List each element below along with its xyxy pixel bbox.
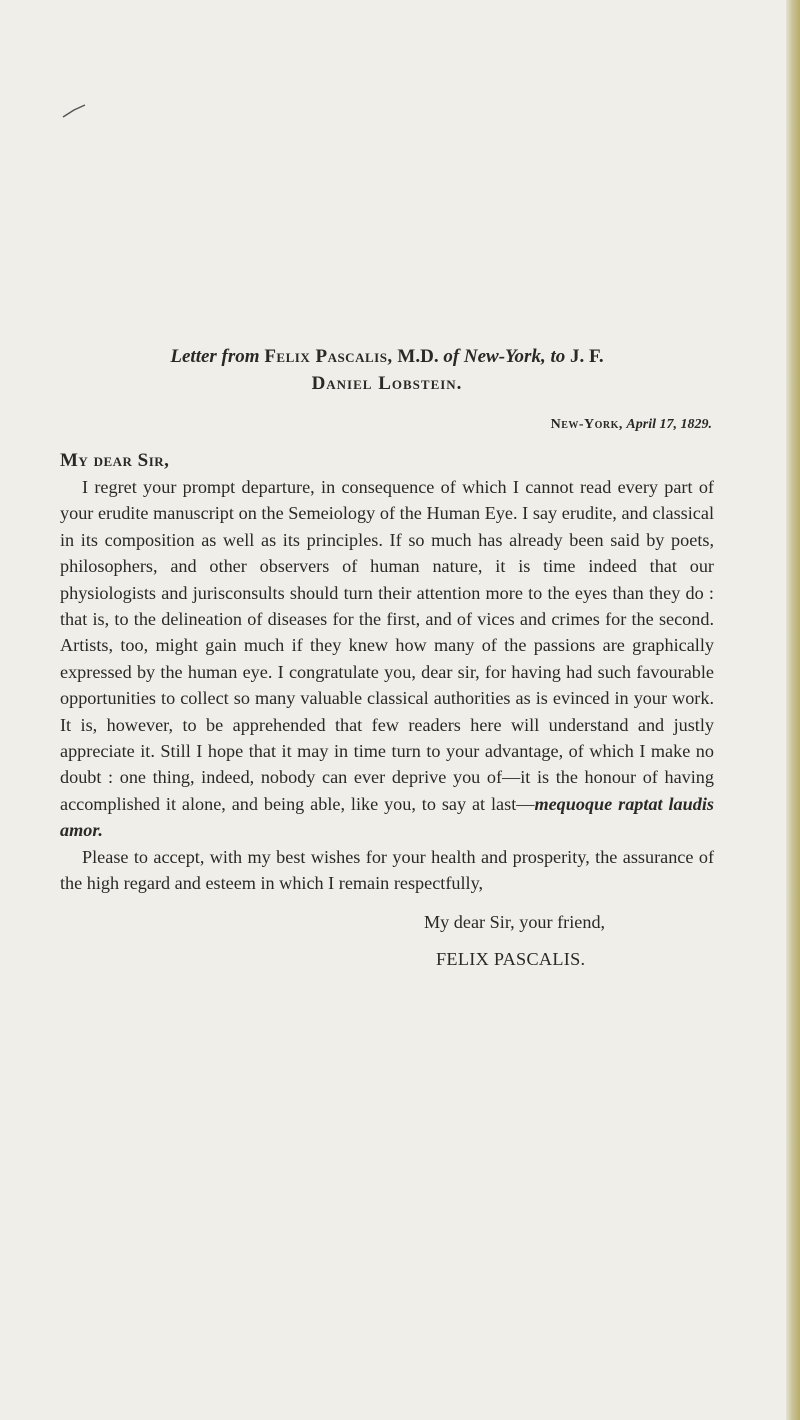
letter [60, 343, 714, 973]
heading-prefix: Letter from [170, 346, 260, 367]
heading-degree: M.D. [397, 346, 439, 367]
closing-paragraph: Please to accept, with my best wishes for your health and prosperity, the assurance of the high regard and esteem in which I remain respectfully, [60, 846, 714, 894]
heading-recipient: Daniel Lobstein. [311, 373, 463, 394]
dateline [60, 415, 714, 435]
letter-heading [60, 343, 714, 370]
latin-quote: mequoque raptat laudis amor. [60, 793, 714, 841]
heading-initials: J. F. [569, 346, 604, 367]
ink-scratch-mark [62, 104, 86, 118]
page-edge [786, 0, 800, 1420]
salutation: My dear Sir, [60, 450, 170, 471]
main-paragraph [60, 474, 714, 844]
signature: FELIX PASCALIS. [436, 948, 586, 969]
dateline-place: New-York, [550, 417, 623, 432]
signoff: My dear Sir, your friend, [424, 911, 606, 932]
heading-author: Felix Pascalis, [264, 346, 393, 367]
main-paragraph-text: I regret your prompt departure, in consequence of which I cannot read every part of your erudite manuscript on the Semeiology of the Human Eye. I say erudite, and classical in its composition as well as its principles. If so much has already been said by poets, philosophers, and other observers of human nature, it is time indeed that our physiologists and jurisconsults should turn their attention more to the eyes than they do : that is, to the delineation of diseases for the first, and of vices and crimes for the second. Artists, too, might gain much if they knew how many of the passions are graphically expressed by the human eye. I congratulate you, dear sir, for having had such favourable opportunities to collect so many valuable classical authorities as is evinced in your work. It is, however, to be apprehended that few readers here will understand and justly appreciate it. Still I hope that it may in time turn to your advantage, of which I make no doubt : one thing, indeed, nobody can ever deprive you of—it is the honour of having accomplished it alone, and being able, like you, to say at last— [60, 477, 714, 814]
dateline-date: April 17, 1829. [626, 417, 712, 432]
heading-place: of New-York, to [443, 346, 566, 367]
